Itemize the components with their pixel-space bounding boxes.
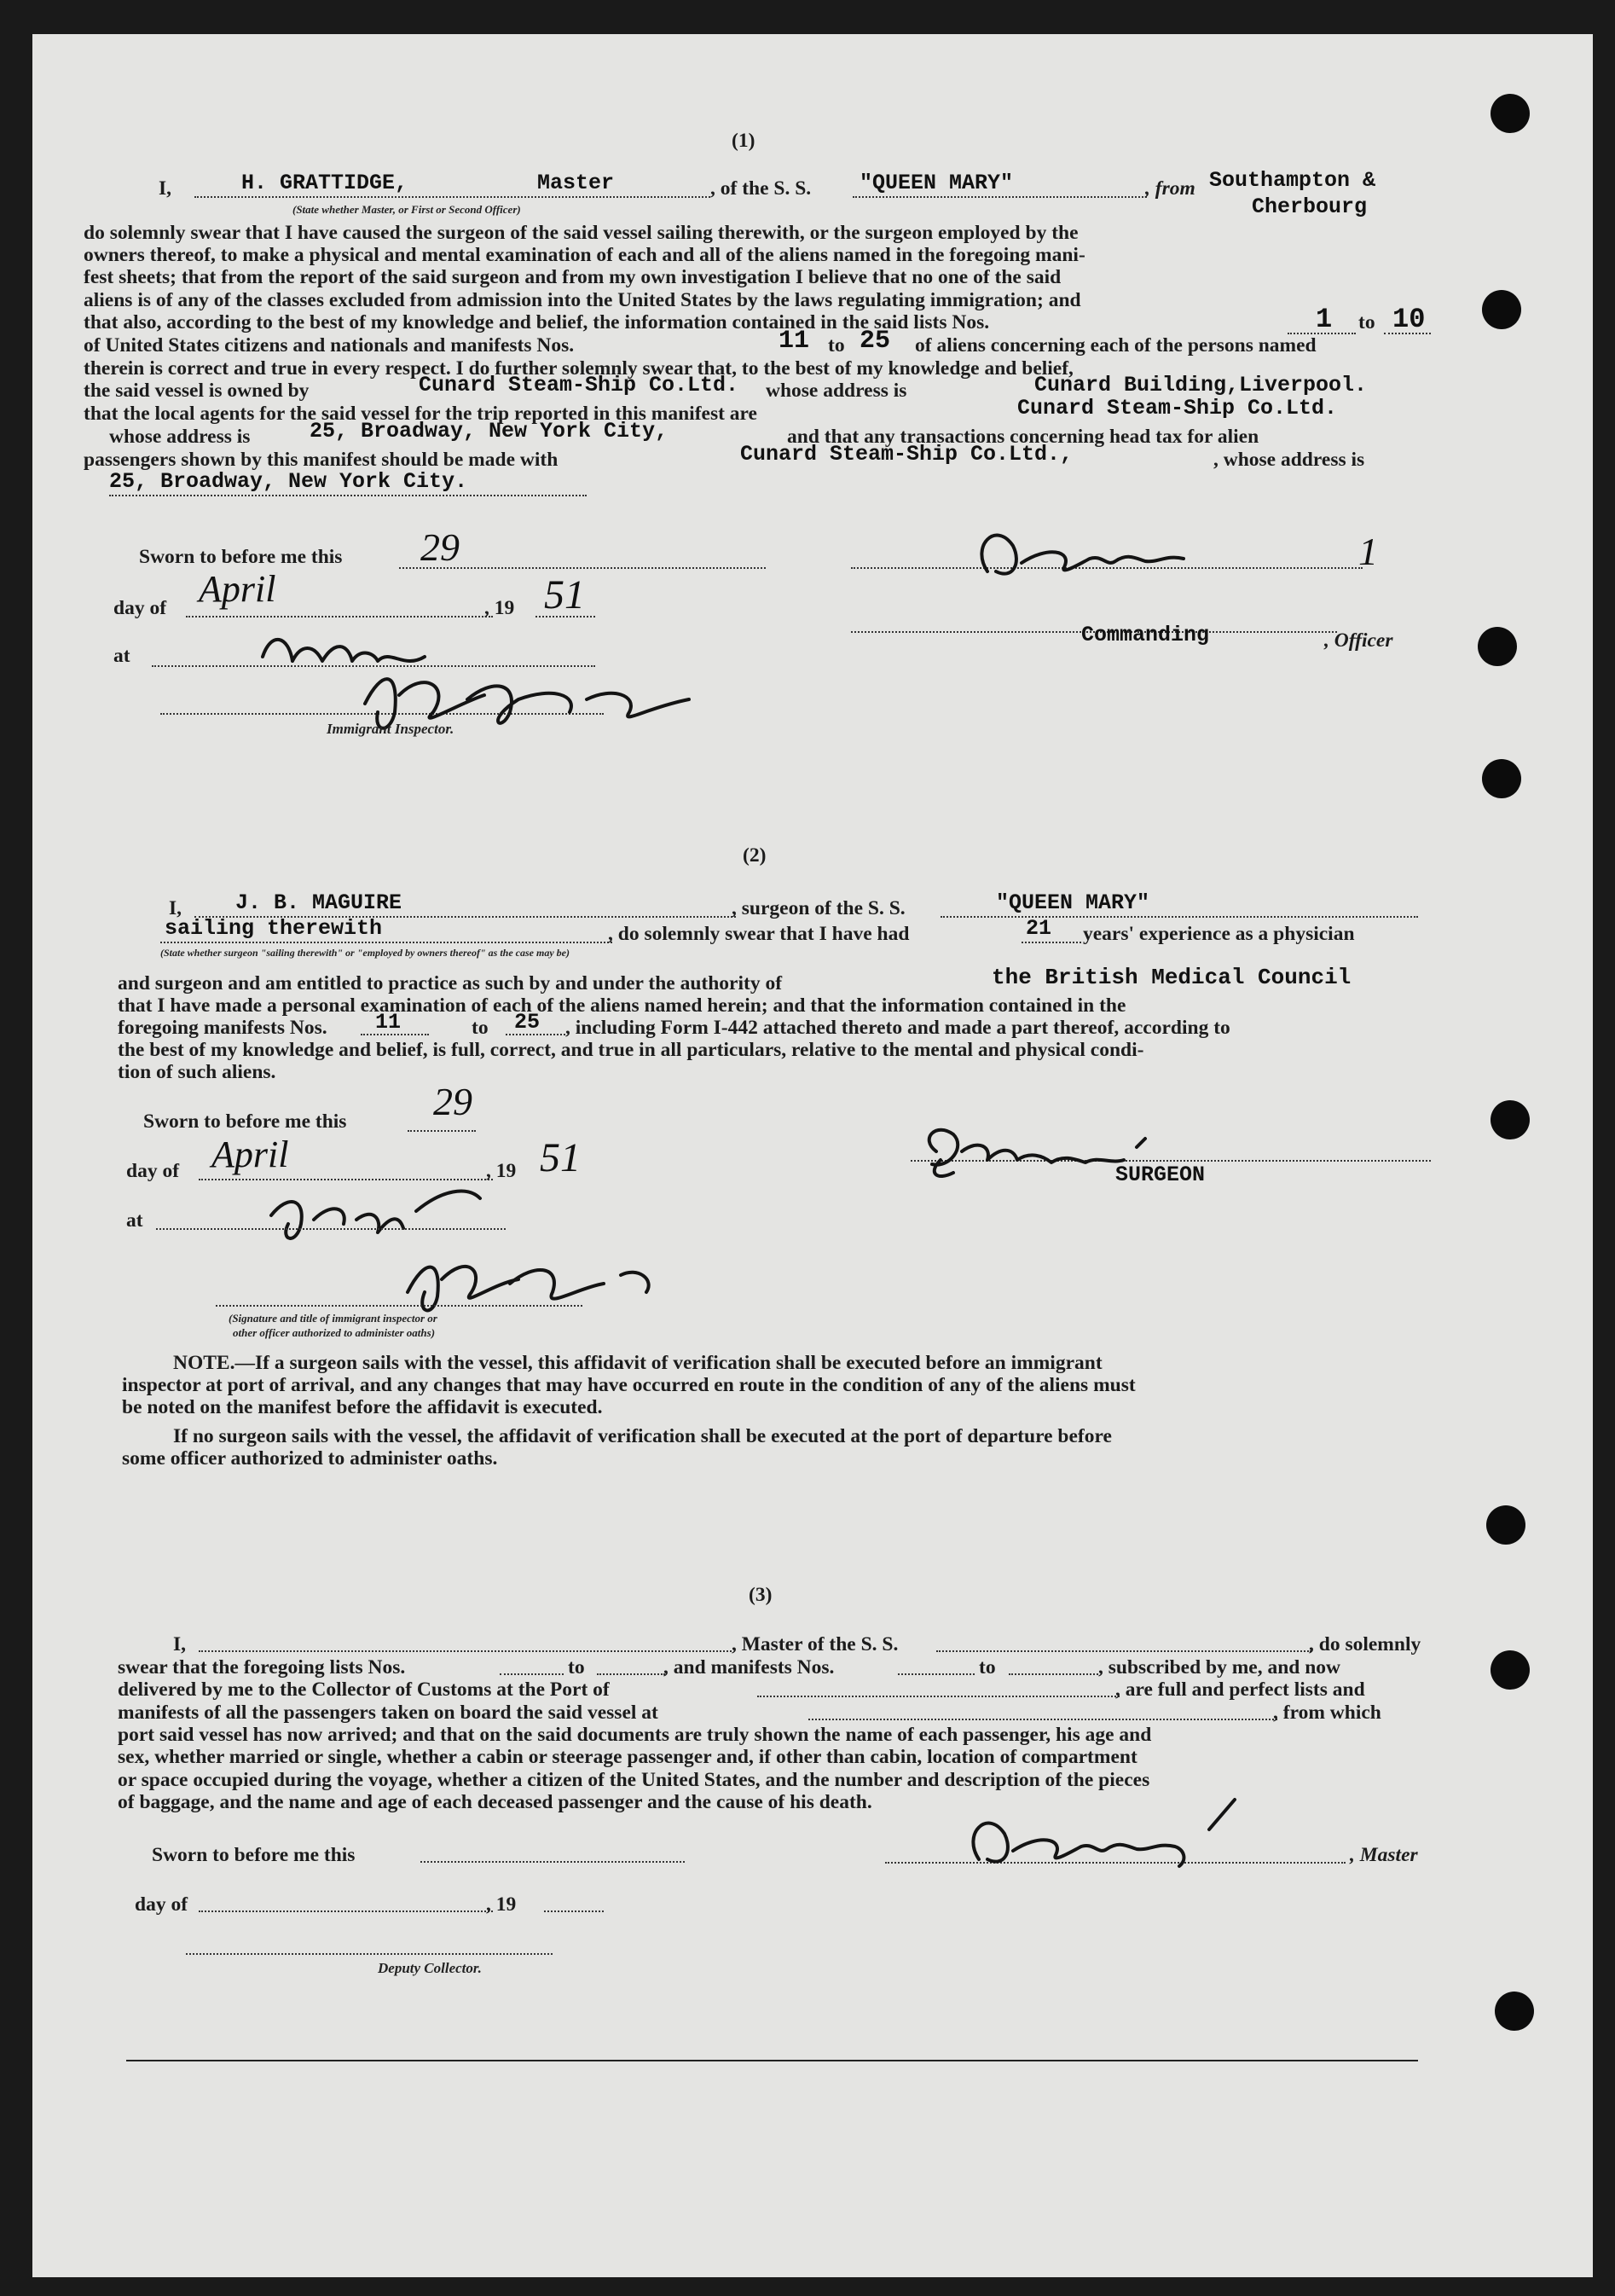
to-label: to <box>472 1017 489 1039</box>
text-line: , Master of the S. S. <box>732 1633 899 1655</box>
sworn-day: 29 <box>420 525 460 569</box>
officer-note: other officer authorized to administer oaths) <box>233 1326 436 1339</box>
text-line: , including Form I-442 attached thereto and made a part thereof, according to <box>565 1017 1230 1039</box>
text-line: manifests of all the passengers taken on board the said vessel at <box>118 1702 658 1724</box>
text-line: or space occupied during the voyage, whether a citizen of the United States, and the number and description of the pieces <box>118 1769 1150 1791</box>
sworn-year: 51 <box>544 572 585 617</box>
state-note: (State whether Master, or First or Second Officer) <box>292 203 521 216</box>
punch-hole <box>1495 1992 1534 2031</box>
text-line: therein is correct and true in every respect. I do further solemnly swear that, to the best of my knowledge and belief, <box>84 357 1074 380</box>
text-line: , do solemnly <box>1309 1633 1421 1655</box>
agents-name: Cunard Steam-Ship Co.Ltd. <box>1017 396 1338 420</box>
page-mark: 1 <box>1358 530 1378 573</box>
to-label: to <box>828 334 845 357</box>
lists-from: 1 <box>1316 304 1333 335</box>
year-prefix: , 19 <box>484 597 515 619</box>
day-of-label: day of <box>135 1893 188 1916</box>
note-text: be noted on the manifest before the affidavit is executed. <box>122 1396 603 1418</box>
sworn-month: April <box>199 568 276 610</box>
text-line: tion of such aliens. <box>118 1061 276 1083</box>
text-line: , are full and perfect lists and <box>1115 1679 1365 1701</box>
surgeon-manifest-to: 25 <box>514 1010 541 1035</box>
text-line: passengers shown by this manifest should be made with <box>84 449 559 471</box>
owner-address: Cunard Building,Liverpool. <box>1034 373 1368 397</box>
text-line: of aliens concerning each of the persons named <box>915 334 1317 357</box>
text-line: and that any transactions concerning head tax for alien <box>787 426 1259 448</box>
text-line: the best of my knowledge and belief, is full, correct, and true in all particulars, relative to the mental and physical condi- <box>118 1039 1144 1061</box>
of-ss-label: , of the S. S. <box>710 177 812 200</box>
text-line: of baggage, and the name and age of each deceased passenger and the cause of his death. <box>118 1791 872 1813</box>
text-line: that I have made a personal examination of each of the aliens named herein; and that the information contained in the <box>118 994 1126 1017</box>
surgeon-signature <box>902 1113 1260 1181</box>
commanding-label: Commanding <box>1081 623 1210 647</box>
punch-hole <box>1486 1505 1525 1545</box>
at-label: at <box>113 645 130 667</box>
section-3-number: (3) <box>749 1584 773 1606</box>
to-label: to <box>568 1656 585 1679</box>
year-prefix: , 19 <box>486 1893 517 1916</box>
from-port-2: Cherbourg <box>1252 194 1368 219</box>
surgeon-ship: "QUEEN MARY" <box>996 890 1150 915</box>
text-line: of United States citizens and nationals and manifests Nos. <box>84 334 575 357</box>
text-line: , do solemnly swear that I have had <box>608 923 910 945</box>
i-label: I, <box>169 897 182 919</box>
note-text: If no surgeon sails with the vessel, the affidavit of verification shall be executed at the port of departure before <box>173 1425 1112 1447</box>
sailing-therewith: sailing therewith <box>165 916 383 941</box>
text-line: and surgeon and am entitled to practice as such by and under the authority of <box>118 972 783 994</box>
note-text: some officer authorized to administer oaths. <box>122 1447 498 1470</box>
authority: the British Medical Council <box>992 965 1352 990</box>
i-label: I, <box>159 177 172 200</box>
manifest-to: 25 <box>860 327 891 356</box>
text-line: port said vessel has now arrived; and that on the said documents are truly shown the name of each passenger, his age and <box>118 1724 1152 1746</box>
text-line: , and manifests Nos. <box>663 1656 835 1679</box>
i-label: I, <box>173 1633 187 1655</box>
lists-to: 10 <box>1392 304 1426 335</box>
text-line: whose address is <box>109 426 251 448</box>
text-line: aliens is of any of the classes excluded from admission into the United States by the laws regulating immigration; and <box>84 289 1081 311</box>
text-line: that the local agents for the said vessel for the trip reported in this manifest are <box>84 403 757 425</box>
ship-name: "QUEEN MARY" <box>860 171 1014 195</box>
surgeon-sworn-year: 51 <box>540 1135 581 1180</box>
from-label: , from <box>1145 177 1195 200</box>
note-text: inspector at port of arrival, and any changes that may have occurred en route in the condition of any of the aliens must <box>122 1374 1136 1396</box>
text-line: delivered by me to the Collector of Customs at the Port of <box>118 1679 610 1701</box>
manifest-affidavit-page <box>32 34 1593 2277</box>
surgeon-manifest-from: 11 <box>375 1010 402 1035</box>
surgeon-label: SURGEON <box>1115 1162 1206 1187</box>
punch-hole <box>1482 290 1521 329</box>
state-note: (State whether surgeon "sailing therewith" or "employed by owners thereof" as the case may be) <box>160 947 570 959</box>
section-2-number: (2) <box>743 844 767 867</box>
day-of-label: day of <box>113 597 167 619</box>
from-port-1: Southampton & <box>1209 168 1376 193</box>
tax-agent: Cunard Steam-Ship Co.Ltd., <box>740 442 1074 467</box>
text-line: the said vessel is owned by <box>84 380 310 402</box>
note-text: —If a surgeon sails with the vessel, this affidavit of verification shall be executed before an immigrant <box>234 1352 1103 1374</box>
master-title: Master <box>537 171 615 195</box>
punch-hole <box>1478 627 1517 666</box>
sworn-label: Sworn to before me this <box>143 1110 347 1133</box>
master-signature <box>962 512 1201 588</box>
text-line: sex, whether married or single, whether a cabin or steerage passenger and, if other than cabin, location of compartment <box>118 1746 1137 1768</box>
text-line: whose address is <box>766 380 907 402</box>
note-line <box>173 1352 1103 1375</box>
text-line: swear that the foregoing lists Nos. <box>118 1656 406 1679</box>
master-signature-2 <box>953 1791 1277 1876</box>
master-name: H. GRATTIDGE, <box>241 171 408 195</box>
at-label: at <box>126 1209 143 1232</box>
inspector-label: Immigrant Inspector. <box>327 721 454 737</box>
year-prefix: , 19 <box>486 1160 517 1182</box>
text-line: , whose address is <box>1213 449 1365 471</box>
punch-hole <box>1491 1650 1530 1690</box>
manifest-from: 11 <box>779 327 810 356</box>
deputy-collector-label: Deputy Collector. <box>378 1960 482 1976</box>
text-line: owners thereof, to make a physical and mental examination of each and all of the aliens named in the foregoing mani- <box>84 244 1085 266</box>
master-label: , Master <box>1350 1844 1418 1866</box>
text-line: , subscribed by me, and now <box>1098 1656 1341 1679</box>
text-line: , from which <box>1273 1702 1381 1724</box>
text-line: foregoing manifests Nos. <box>118 1017 327 1039</box>
sworn-label: Sworn to before me this <box>152 1844 356 1866</box>
to-label: to <box>1358 311 1375 333</box>
punch-hole <box>1491 94 1530 133</box>
owner-name: Cunard Steam-Ship Co.Ltd. <box>419 373 739 397</box>
years-experience: 21 <box>1026 916 1052 941</box>
surgeon-of-label: , surgeon of the S. S. <box>732 897 906 919</box>
officer-note: (Signature and title of immigrant inspector or <box>229 1312 437 1325</box>
text-line: do solemnly swear that I have caused the surgeon of the said vessel sailing therewith, or the surgeon employed by the <box>84 222 1079 244</box>
day-of-label: day of <box>126 1160 180 1182</box>
text-line: fest sheets; that from the report of the said surgeon and from my own investigation I believe that no one of the said <box>84 266 1062 288</box>
punch-hole <box>1491 1100 1530 1139</box>
officer-label: , Officer <box>1324 629 1393 652</box>
surgeon-sworn-month: April <box>211 1134 289 1175</box>
punch-hole <box>1482 759 1521 798</box>
agents-address: 25, Broadway, New York City, <box>310 419 669 444</box>
text-line: years' experience as a physician <box>1083 923 1355 945</box>
surgeon-sworn-day: 29 <box>433 1080 472 1123</box>
sworn-label: Sworn to before me this <box>139 546 343 568</box>
note-label: NOTE. <box>173 1352 235 1374</box>
text-line: that also, according to the best of my knowledge and belief, the information contained in the said lists Nos. <box>84 311 990 333</box>
tax-address: 25, Broadway, New York City. <box>109 469 468 494</box>
surgeon-name: J. B. MAGUIRE <box>235 890 402 915</box>
section-1-number: (1) <box>732 130 755 152</box>
bottom-rule <box>126 2060 1418 2061</box>
to-label: to <box>979 1656 996 1679</box>
